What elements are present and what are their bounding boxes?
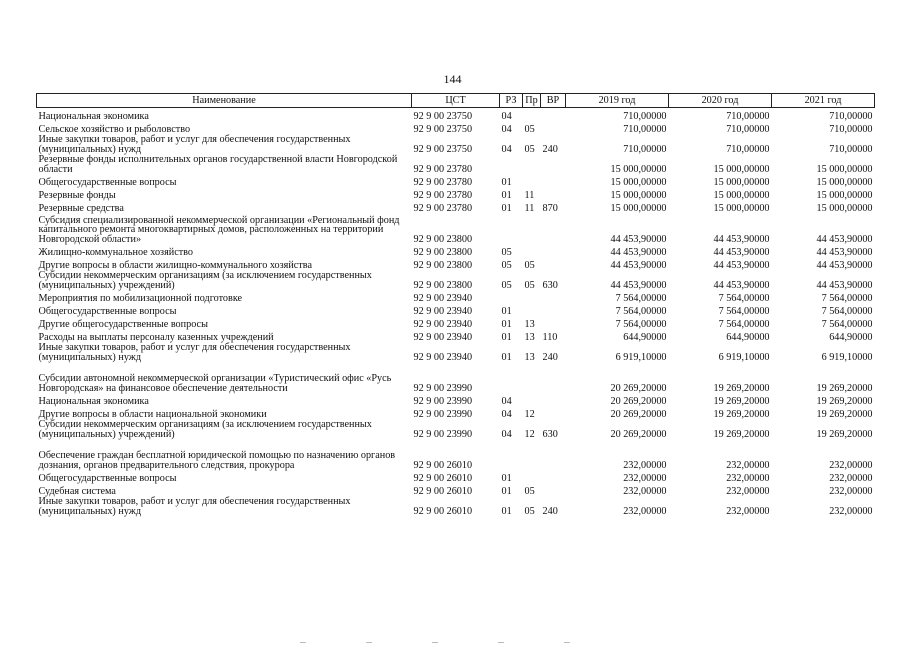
cell-pr: 05 — [524, 143, 535, 155]
scan-artifacts — [300, 630, 820, 636]
cell-pr: 12 — [524, 408, 535, 420]
cell-rz: 04 — [501, 123, 512, 135]
cell-y2021: 19 269,20000 — [816, 382, 873, 394]
cell-rz: 01 — [501, 485, 512, 497]
cell-y2020: 232,00000 — [726, 459, 770, 471]
table-header — [37, 94, 875, 108]
cell-rz: 01 — [501, 202, 512, 214]
cell-rz — [500, 439, 523, 470]
cell-rz: 05 — [501, 279, 512, 291]
cell-name: Общегосударственные вопросы — [38, 472, 177, 484]
cell-y2021: 7 564,00000 — [821, 292, 873, 304]
cell-y2021: 644,90000 — [829, 331, 873, 343]
cell-cst: 92 9 00 23990 — [413, 428, 473, 440]
cell-name: Другие вопросы в области национальной экономики — [38, 408, 267, 420]
table-row — [37, 419, 875, 439]
cell-cst: 92 9 00 23750 — [413, 123, 473, 135]
cell-y2021: 19 269,20000 — [816, 408, 873, 420]
cell-cst: 92 9 00 23780 — [413, 202, 473, 214]
cell-pr — [523, 393, 541, 406]
cell-y2019: 232,00000 — [623, 472, 667, 484]
cell-rz: 01 — [501, 189, 512, 201]
table-row — [37, 108, 875, 122]
cell-y2019: 7 564,00000 — [615, 305, 667, 317]
table-body — [37, 108, 875, 517]
cell-y2020: 232,00000 — [726, 505, 770, 517]
cell-vr — [541, 187, 566, 200]
cell-y2019: 644,90000 — [623, 331, 667, 343]
cell-pr — [523, 303, 541, 316]
table-row — [37, 134, 875, 154]
cell-y2019: 710,00000 — [623, 123, 667, 135]
cell-cst: 92 9 00 23780 — [413, 189, 473, 201]
cell-y2019: 44 453,90000 — [610, 279, 667, 291]
cell-vr — [541, 483, 566, 496]
table-row — [37, 439, 875, 470]
cell-y2020: 710,00000 — [726, 110, 770, 122]
cell-cst: 92 9 00 23750 — [413, 143, 473, 155]
cell-name: Судебная система — [38, 485, 116, 497]
cell-y2019: 15 000,00000 — [610, 189, 667, 201]
table-row — [37, 470, 875, 483]
cell-pr: 05 — [524, 485, 535, 497]
cell-cst: 92 9 00 23800 — [413, 233, 473, 245]
cell-y2020: 19 269,20000 — [713, 408, 770, 420]
cell-pr: 05 — [524, 259, 535, 271]
cell-vr — [541, 244, 566, 257]
cell-vr — [541, 316, 566, 329]
table-row — [37, 121, 875, 134]
cell-cst: 92 9 00 23800 — [413, 279, 473, 291]
header-2021: 2021 год — [772, 94, 875, 108]
cell-y2019: 710,00000 — [623, 143, 667, 155]
cell-name: Общегосударственные вопросы — [38, 176, 177, 188]
cell-y2020: 15 000,00000 — [713, 202, 770, 214]
budget-table-container — [36, 93, 874, 516]
cell-rz: 04 — [501, 395, 512, 407]
cell-name: Субсидия специализированной некоммерческой организации «Региональный фонд капитального ремонта многоквартирных домов, расположенных на территории Новгородской области» — [38, 214, 400, 245]
cell-y2019: 232,00000 — [623, 505, 667, 517]
cell-y2020: 15 000,00000 — [713, 176, 770, 188]
cell-rz: 04 — [501, 143, 512, 155]
table-row — [37, 329, 875, 342]
cell-y2021: 232,00000 — [829, 505, 873, 517]
cell-y2021: 6 919,10000 — [821, 351, 873, 363]
cell-vr: 870 — [542, 202, 558, 214]
cell-cst: 92 9 00 23800 — [413, 259, 473, 271]
cell-rz: 01 — [501, 331, 512, 343]
cell-y2019: 20 269,20000 — [610, 408, 667, 420]
cell-name: Иные закупки товаров, работ и услуг для обеспечения государственных (муниципальных) нужд — [38, 496, 351, 517]
cell-y2021: 710,00000 — [829, 110, 873, 122]
cell-cst: 92 9 00 26010 — [413, 485, 473, 497]
cell-y2020: 710,00000 — [726, 123, 770, 135]
cell-y2021: 710,00000 — [829, 143, 873, 155]
cell-y2020: 232,00000 — [726, 472, 770, 484]
cell-pr — [523, 213, 541, 244]
cell-pr: 13 — [524, 331, 535, 343]
cell-y2019: 15 000,00000 — [610, 176, 667, 188]
table-row — [37, 406, 875, 419]
cell-y2020: 19 269,20000 — [713, 395, 770, 407]
table-row — [37, 244, 875, 257]
cell-y2019: 20 269,20000 — [610, 428, 667, 440]
cell-vr — [541, 257, 566, 270]
cell-rz: 05 — [501, 246, 512, 258]
cell-name: Другие вопросы в области жилищно-коммунального хозяйства — [38, 259, 312, 271]
table-row — [37, 342, 875, 362]
cell-rz: 01 — [501, 305, 512, 317]
header-pr: Пр — [523, 94, 541, 108]
table-row — [37, 174, 875, 187]
cell-y2020: 7 564,00000 — [718, 305, 770, 317]
cell-pr — [523, 108, 541, 122]
cell-vr: 240 — [542, 351, 558, 363]
cell-cst: 92 9 00 23940 — [413, 351, 473, 363]
cell-pr: 11 — [524, 189, 535, 201]
cell-vr: 630 — [542, 428, 558, 440]
table-row — [37, 303, 875, 316]
cell-cst: 92 9 00 23940 — [413, 292, 473, 304]
cell-pr: 05 — [524, 279, 535, 291]
cell-rz: 01 — [501, 318, 512, 330]
cell-y2019: 15 000,00000 — [610, 163, 667, 175]
table-row — [37, 213, 875, 244]
cell-y2021: 15 000,00000 — [816, 189, 873, 201]
cell-name: Мероприятия по мобилизационной подготовке — [38, 292, 243, 304]
cell-y2021: 15 000,00000 — [816, 202, 873, 214]
cell-rz: 01 — [501, 176, 512, 188]
cell-name: Национальная экономика — [38, 110, 149, 122]
cell-y2020: 15 000,00000 — [713, 189, 770, 201]
cell-name: Сельское хозяйство и рыболовство — [38, 123, 191, 135]
cell-pr: 05 — [524, 123, 535, 135]
budget-table — [36, 93, 875, 516]
cell-y2021: 44 453,90000 — [816, 259, 873, 271]
cell-pr: 12 — [524, 428, 535, 440]
header-2019: 2019 год — [566, 94, 669, 108]
cell-vr — [541, 121, 566, 134]
cell-y2021: 19 269,20000 — [816, 428, 873, 440]
cell-y2019: 44 453,90000 — [610, 233, 667, 245]
cell-y2021: 44 453,90000 — [816, 246, 873, 258]
cell-name: Иные закупки товаров, работ и услуг для обеспечения государственных (муниципальных) нужд — [38, 342, 351, 363]
cell-vr: 240 — [542, 143, 558, 155]
cell-cst: 92 9 00 23940 — [413, 331, 473, 343]
table-row — [37, 496, 875, 516]
header-rz: РЗ — [500, 94, 523, 108]
cell-pr — [523, 290, 541, 303]
cell-vr — [541, 393, 566, 406]
cell-cst: 92 9 00 23990 — [413, 382, 473, 394]
cell-name: Резервные фонды — [38, 189, 116, 201]
cell-y2019: 710,00000 — [623, 110, 667, 122]
table-row — [37, 290, 875, 303]
cell-y2021: 44 453,90000 — [816, 279, 873, 291]
cell-y2020: 232,00000 — [726, 485, 770, 497]
cell-rz: 01 — [501, 351, 512, 363]
header-cst: ЦСТ — [412, 94, 500, 108]
cell-name: Субсидии некоммерческим организациям (за исключением государственных (муниципальных) учреждений) — [38, 419, 372, 440]
cell-vr — [541, 108, 566, 122]
table-row — [37, 187, 875, 200]
cell-vr — [541, 439, 566, 470]
cell-y2020: 15 000,00000 — [713, 163, 770, 175]
table-row — [37, 200, 875, 213]
table-row — [37, 316, 875, 329]
cell-y2019: 232,00000 — [623, 485, 667, 497]
cell-cst: 92 9 00 23750 — [413, 110, 473, 122]
cell-rz — [500, 290, 523, 303]
cell-y2021: 7 564,00000 — [821, 305, 873, 317]
cell-name: Резервные средства — [38, 202, 124, 214]
table-row — [37, 393, 875, 406]
cell-pr: 11 — [524, 202, 535, 214]
cell-name: Национальная экономика — [38, 395, 149, 407]
cell-vr — [541, 470, 566, 483]
cell-y2021: 232,00000 — [829, 472, 873, 484]
cell-y2021: 232,00000 — [829, 459, 873, 471]
cell-vr — [541, 406, 566, 419]
cell-name: Иные закупки товаров, работ и услуг для обеспечения государственных (муниципальных) нужд — [38, 134, 351, 155]
cell-y2020: 44 453,90000 — [713, 233, 770, 245]
cell-name: Жилищно-коммунальное хозяйство — [38, 246, 194, 258]
cell-vr — [541, 303, 566, 316]
cell-rz — [500, 154, 523, 174]
cell-rz: 01 — [501, 505, 512, 517]
table-row — [37, 257, 875, 270]
cell-y2020: 644,90000 — [726, 331, 770, 343]
cell-y2019: 7 564,00000 — [615, 292, 667, 304]
cell-pr — [523, 362, 541, 393]
cell-rz: 04 — [501, 110, 512, 122]
cell-y2021: 710,00000 — [829, 123, 873, 135]
cell-y2020: 7 564,00000 — [718, 292, 770, 304]
cell-name: Другие общегосударственные вопросы — [38, 318, 208, 330]
cell-vr — [541, 362, 566, 393]
cell-vr: 630 — [542, 279, 558, 291]
cell-y2020: 19 269,20000 — [713, 382, 770, 394]
cell-cst: 92 9 00 23800 — [413, 246, 473, 258]
cell-y2020: 7 564,00000 — [718, 318, 770, 330]
cell-pr — [523, 174, 541, 187]
table-row — [37, 270, 875, 290]
cell-name: Общегосударственные вопросы — [38, 305, 177, 317]
cell-y2021: 15 000,00000 — [816, 163, 873, 175]
cell-y2021: 19 269,20000 — [816, 395, 873, 407]
cell-vr: 240 — [542, 505, 558, 517]
cell-rz: 04 — [501, 428, 512, 440]
cell-y2021: 232,00000 — [829, 485, 873, 497]
cell-rz: 01 — [501, 472, 512, 484]
cell-cst: 92 9 00 23940 — [413, 305, 473, 317]
cell-vr — [541, 154, 566, 174]
cell-y2019: 20 269,20000 — [610, 395, 667, 407]
cell-cst: 92 9 00 23780 — [413, 163, 473, 175]
cell-y2020: 19 269,20000 — [713, 428, 770, 440]
cell-pr — [523, 439, 541, 470]
cell-y2020: 710,00000 — [726, 143, 770, 155]
cell-cst: 92 9 00 23940 — [413, 318, 473, 330]
cell-pr — [523, 470, 541, 483]
cell-rz — [500, 213, 523, 244]
table-row — [37, 154, 875, 174]
cell-y2020: 44 453,90000 — [713, 259, 770, 271]
cell-pr — [523, 154, 541, 174]
cell-y2019: 44 453,90000 — [610, 259, 667, 271]
table-row — [37, 483, 875, 496]
cell-name: Резервные фонды исполнительных органов государственной власти Новгородской области — [38, 154, 398, 175]
cell-cst: 92 9 00 26010 — [413, 472, 473, 484]
table-row — [37, 362, 875, 393]
cell-y2021: 15 000,00000 — [816, 176, 873, 188]
cell-pr — [523, 244, 541, 257]
cell-y2019: 7 564,00000 — [615, 318, 667, 330]
cell-y2019: 20 269,20000 — [610, 382, 667, 394]
cell-vr — [541, 213, 566, 244]
header-vr: ВР — [541, 94, 566, 108]
cell-pr: 13 — [524, 351, 535, 363]
header-name: Наименование — [37, 94, 412, 108]
cell-vr — [541, 290, 566, 303]
cell-cst: 92 9 00 23990 — [413, 408, 473, 420]
cell-cst: 92 9 00 23780 — [413, 176, 473, 188]
cell-vr — [541, 174, 566, 187]
cell-vr: 110 — [542, 331, 558, 343]
cell-name: Субсидии автономной некоммерческой организации «Туристический офис «Русь Новгородская» на финансовое обеспечение деятельности — [38, 373, 392, 394]
cell-y2020: 44 453,90000 — [713, 246, 770, 258]
cell-y2019: 15 000,00000 — [610, 202, 667, 214]
page-number: 144 — [443, 72, 462, 86]
cell-y2020: 6 919,10000 — [718, 351, 770, 363]
cell-name: Субсидии некоммерческим организациям (за исключением государственных (муниципальных) учреждений) — [38, 270, 372, 291]
cell-y2021: 7 564,00000 — [821, 318, 873, 330]
cell-y2019: 44 453,90000 — [610, 246, 667, 258]
cell-y2021: 44 453,90000 — [816, 233, 873, 245]
cell-name: Обеспечение граждан бесплатной юридической помощью по назначению органов дознания, органов предварительного следствия, прокурора — [38, 450, 396, 471]
cell-y2020: 44 453,90000 — [713, 279, 770, 291]
cell-rz: 04 — [501, 408, 512, 420]
cell-name: Расходы на выплаты персоналу казенных учреждений — [38, 331, 274, 343]
cell-pr: 13 — [524, 318, 535, 330]
cell-cst: 92 9 00 26010 — [413, 505, 473, 517]
cell-rz — [500, 362, 523, 393]
cell-cst: 92 9 00 26010 — [413, 459, 473, 471]
cell-pr: 05 — [524, 505, 535, 517]
cell-cst: 92 9 00 23990 — [413, 395, 473, 407]
header-2020: 2020 год — [669, 94, 772, 108]
cell-y2019: 232,00000 — [623, 459, 667, 471]
cell-y2019: 6 919,10000 — [615, 351, 667, 363]
cell-rz: 05 — [501, 259, 512, 271]
